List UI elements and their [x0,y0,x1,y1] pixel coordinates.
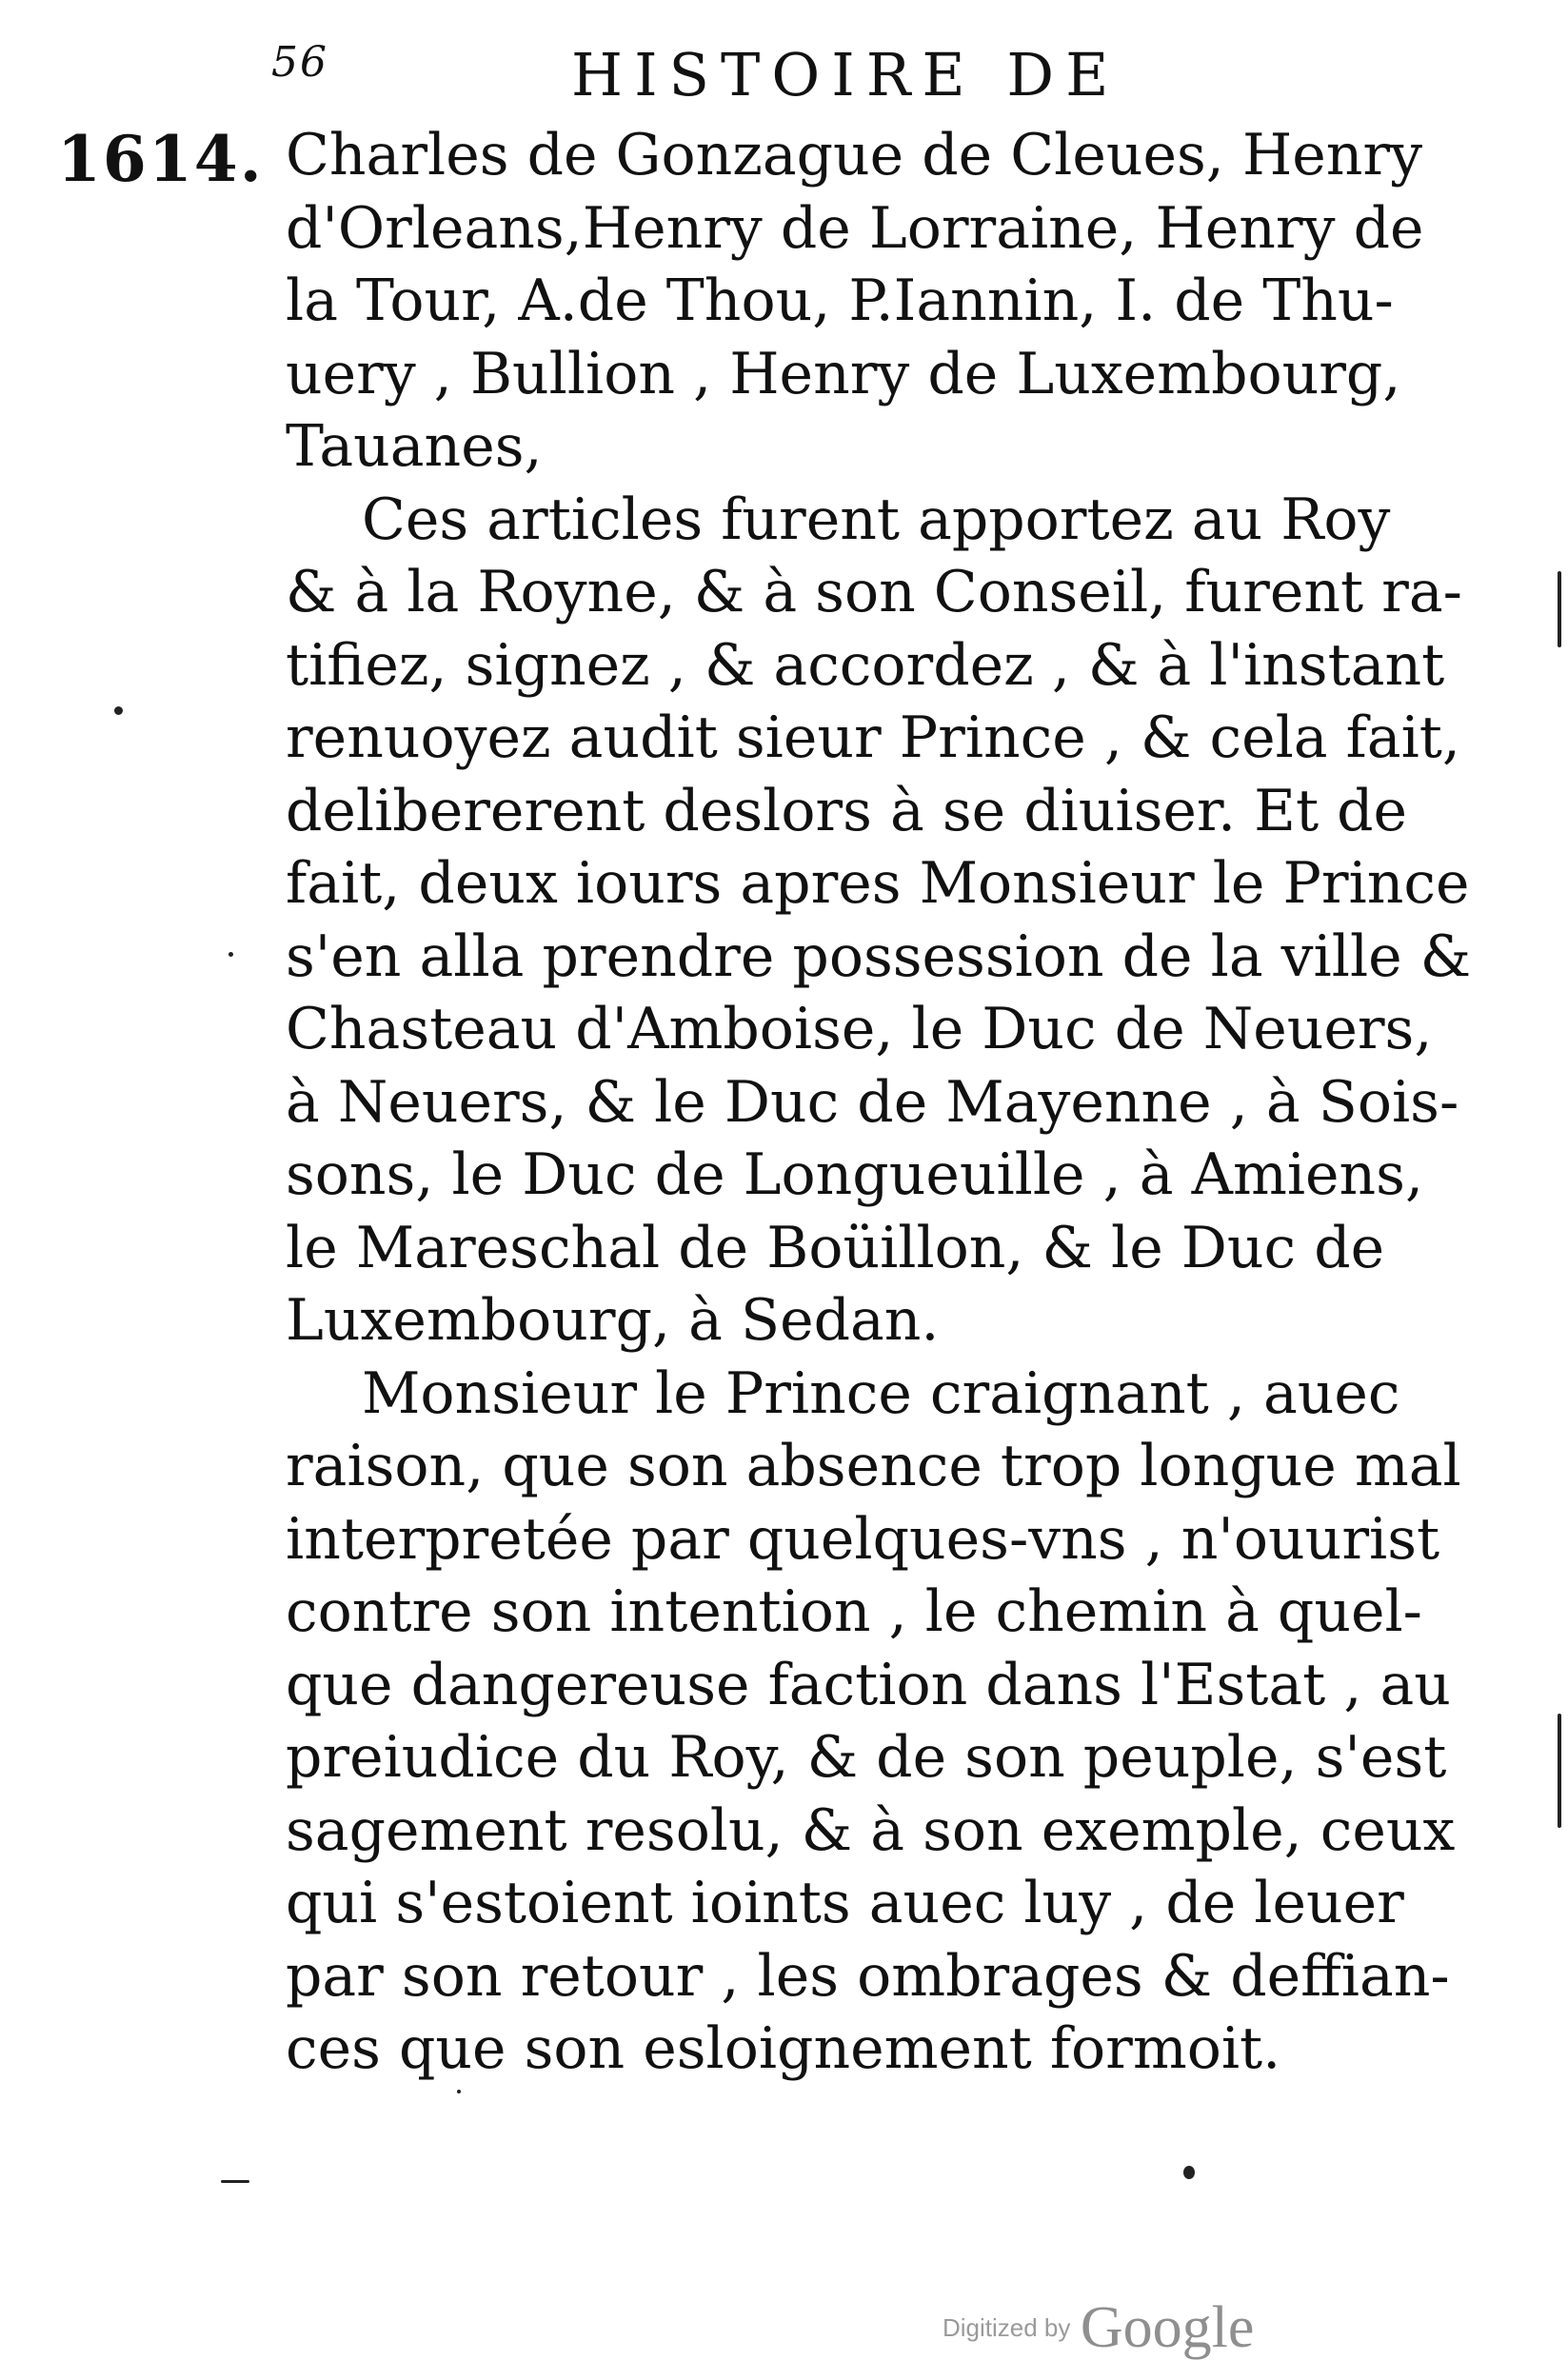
text-line: & à la Royne, & à son Conseil, furent ra- [286,559,1462,625]
text-line: Tauanes, [286,413,543,480]
text-line: à Neuers, & le Duc de Mayenne , à Sois- [286,1068,1459,1136]
scan-speck [228,952,233,957]
text-line: fait, deux iours apres Monsieur le Prince [286,850,1470,917]
text-line: tifiez, signez , & accordez , & à l'instant [286,631,1445,699]
text-line: qui s'estoient ioints auec luy , de leuer [286,1870,1404,1936]
text-line: contre son intention , le chemin à quel- [286,1578,1422,1645]
text-line: sagement resolu, & à son exemple, ceux [286,1796,1456,1864]
text-line: s'en alla prendre possession de la ville & [286,922,1472,990]
google-logo: Google [1080,2295,1255,2360]
text-line: interpretée par quelques-vns , n'ouurist [286,1505,1440,1573]
scan-speck [1558,1714,1561,1828]
text-line: Luxembourg, à Sedan. [286,1287,940,1354]
text-line: d'Orleans,Henry de Lorraine, Henry de [286,194,1424,262]
body-text [286,119,1472,2086]
paragraph-start-line: Ces articles furent apportez au Roy [362,486,1391,553]
running-title: HISTOIRE DE [571,40,1121,109]
text-line: ces que son esloignement formoit. [286,2015,1281,2082]
digitized-watermark [943,2294,1254,2362]
scan-speck [1183,2166,1195,2179]
scan-speck [457,2090,461,2093]
text-line: renuoyez audit sieur Prince , & cela fait, [286,704,1460,771]
scan-speck [221,2180,249,2183]
page-number: 56 [271,38,328,87]
text-line: raison, que son absence trop longue mal [286,1433,1461,1499]
text-line: par son retour , les ombrages & deffian- [286,1942,1450,2010]
text-line: Charles de Gonzague de Cleues, Henry [286,122,1422,188]
text-line: la Tour, A.de Thou, P.Iannin, I. de Thu- [286,268,1394,334]
text-line: uery , Bullion , Henry de Luxembourg, [286,340,1401,407]
margin-year-note: 1614. [57,122,264,196]
text-line: le Mareschal de Boüillon, & le Duc de [286,1214,1385,1281]
scan-speck [114,706,123,715]
text-line: que dangereuse faction dans l'Estat , au [286,1651,1451,1718]
text-line: preiudice du Roy, & de son peuple, s'est [286,1724,1447,1791]
watermark-prefix: Digitized by [943,2313,1071,2342]
text-line: sons, le Duc de Longueuille , à Amiens, [286,1141,1424,1208]
scan-speck [1558,571,1561,647]
text-line: delibererent deslors à se diuiser. Et de [286,777,1408,844]
paragraph-start-line: Monsieur le Prince craignant , auec [362,1359,1400,1427]
text-line: Chasteau d'Amboise, le Duc de Neuers, [286,996,1433,1062]
